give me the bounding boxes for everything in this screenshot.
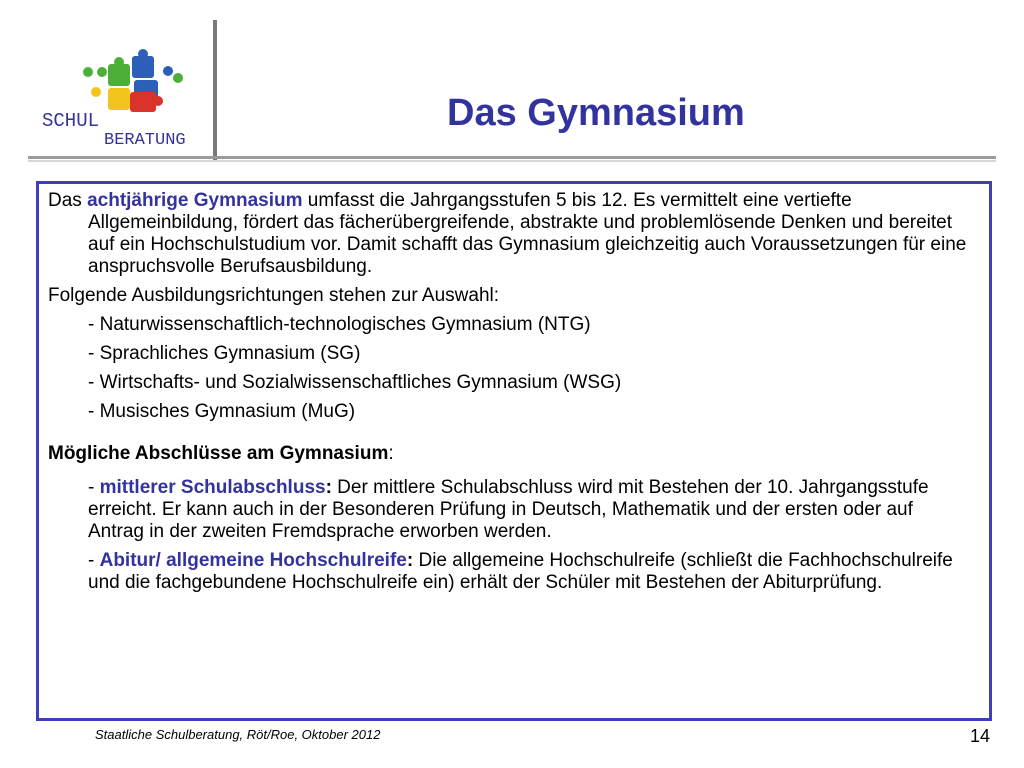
page-number: 14: [970, 726, 991, 746]
degree-text: Die allgemeine Hochschulreife (schließt die Fachhochschulreife und die fachgebundene Hochschulreife ein) erhält der Schüler mit Bestehen der Abiturprüfung.: [88, 550, 953, 593]
degree-dash: -: [88, 550, 100, 571]
header-divider-shadow: [28, 160, 996, 162]
degree-colon: :: [325, 477, 332, 498]
direction-item-ntg: - Naturwissenschaftlich-technologisches Gymnasium (NTG): [88, 314, 591, 335]
direction-item-sg: - Sprachliches Gymnasium (SG): [88, 343, 361, 364]
schulberatung-logo: [40, 48, 210, 148]
degrees-heading: [48, 443, 968, 465]
degrees-heading-colon: :: [388, 443, 394, 464]
puzzle-logo-icon: [40, 48, 210, 148]
degree-item-mittlerer-schulabschluss: [48, 477, 968, 543]
slide-title: Das Gymnasium: [447, 92, 745, 134]
intro-paragraph: [48, 190, 968, 278]
degree-text: Der mittlere Schulabschluss wird mit Bestehen der 10. Jahrgangsstufe erreicht. Er kann auch in der Besonderen Prüfung in Deutsch, Mathematik und der ersten oder auf Antrag in der zweiten Fremdsprache erworben werden.: [88, 477, 929, 542]
degree-colon: :: [406, 550, 414, 571]
directions-heading: Folgende Ausbildungsrichtungen stehen zur Auswahl:: [48, 285, 500, 306]
slide-content: [48, 190, 968, 594]
header-vertical-divider: [213, 20, 217, 160]
direction-item-mug: - Musisches Gymnasium (MuG): [88, 401, 356, 422]
logo-text-beratung: BERATUNG: [104, 131, 186, 148]
direction-item-wsg: - Wirtschafts- und Sozialwissenschaftliches Gymnasium (WSG): [88, 372, 622, 393]
header-horizontal-divider: [28, 156, 996, 159]
intro-highlight: achtjährige Gymnasium: [87, 190, 303, 211]
degree-item-abitur: [48, 550, 968, 594]
logo-text-schul: SCHUL: [42, 110, 100, 132]
intro-text: umfasst die Jahrgangsstufen 5 bis 12. Es vermittelt eine vertiefte Allgemeinbildung, fördert das fächerübergreifende, abstrakte und problemlösende Denken und bereitet auf ein Hochschulstudium vor. Damit schafft das Gymnasium gleichzeitig auch Voraussetzungen für eine anspruchsvolle Berufsausbildung.: [88, 190, 967, 277]
degree-term: Abitur/ allgemeine Hochschulreife: [99, 550, 407, 571]
intro-pre: Das: [48, 190, 88, 211]
degree-dash: -: [88, 477, 100, 498]
footer-text: Staatliche Schulberatung, Röt/Roe, Oktober 2012: [95, 727, 381, 742]
degrees-heading-text: Mögliche Abschlüsse am Gymnasium: [48, 443, 389, 464]
degree-term: mittlerer Schulabschluss: [99, 477, 326, 498]
